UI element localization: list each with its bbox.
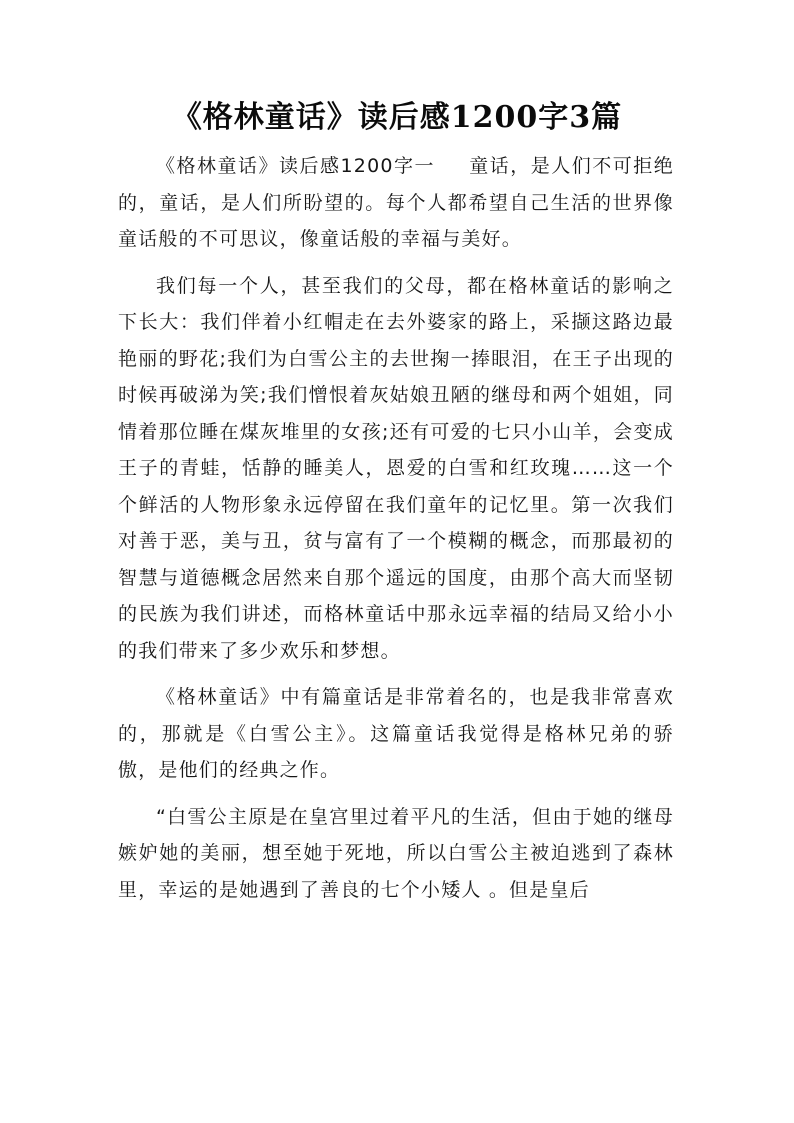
paragraph: 我们每一个人，甚至我们的父母，都在格林童话的影响之下长大：我们伴着小红帽走在去外婆家的路上，采撷这路边最艳丽的野花;我们为白雪公主的去世掬一捧眼泪，在王子出现的时候再破涕为笑;我们憎恨着灰姑娘丑陋的继母和两个姐姐，同情着那位睡在煤灰堆里的女孩;还有可爱的七只小山羊，会变成王子的青蛙，恬静的睡美人，恩爱的白雪和红玫瑰……这一个个鲜活的人物形象永远停留在我们童年的记忆里。第一次我们对善于恶，美与丑，贫与富有了一个模糊的概念，而那最初的智慧与道德概念居然来自那个遥远的国度，由那个高大而坚韧的民族为我们讲述，而格林童话中那永远幸福的结局又给小小的我们带来了多少欢乐和梦想。 bbox=[118, 274, 674, 662]
section-heading: 《格林童话》读后感1200字一 bbox=[156, 155, 435, 177]
paragraph: 《格林童话》中有篇童话是非常着名的，也是我非常喜欢的，那就是《白雪公主》。这篇童话我觉得是格林兄弟的骄傲，是他们的经典之作。 bbox=[118, 686, 674, 781]
paragraph: “白雪公主原是在皇宫里过着平凡的生活，但由于她的继母嫉妒她的美丽，想至她于死地，所以白雪公主被迫逃到了森林里，幸运的是她遇到了善良的七个小矮人 。但是皇后 bbox=[118, 805, 674, 901]
document-body bbox=[118, 148, 674, 918]
paragraph-text: 童话，是人们不可拒绝的，童话，是人们所盼望的。每个人都希望自己生活的世界像童话般的不可思议，像童话般的幸福与美好。 bbox=[118, 155, 674, 250]
document-title: 《格林童话》读后感1200字3篇 bbox=[171, 100, 623, 135]
paragraph bbox=[118, 148, 674, 258]
